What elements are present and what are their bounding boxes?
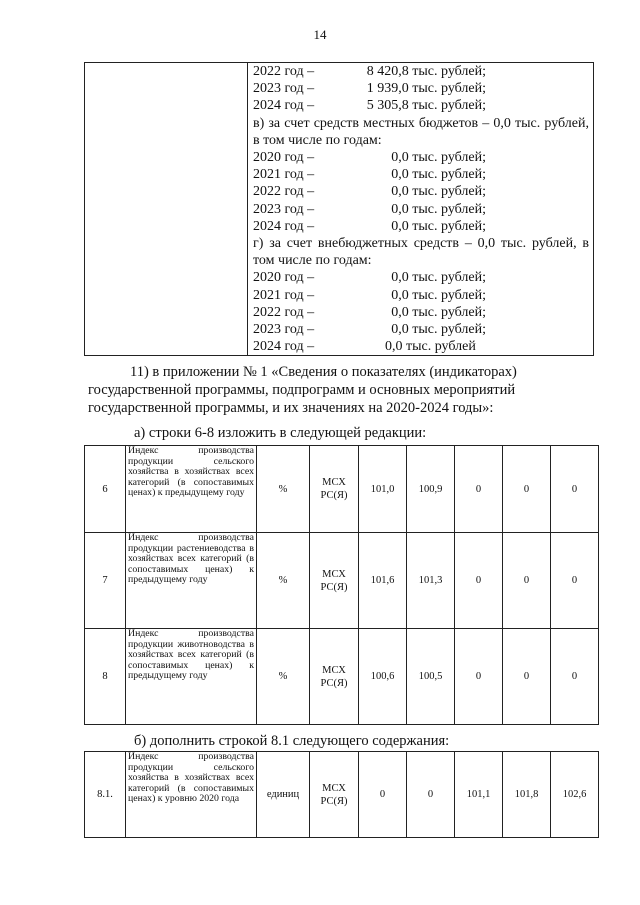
value-2022: 0	[455, 533, 503, 629]
amount: 0,0 тыс. рублей;	[391, 270, 486, 286]
funding-line	[253, 304, 589, 321]
indicator-row-8-1-table	[84, 751, 599, 838]
unit: %	[257, 533, 310, 629]
year: 2023 год –	[253, 81, 315, 97]
year: 2023 год –	[253, 322, 315, 338]
value-2021: 100,9	[407, 446, 455, 533]
amount: 0,0 тыс. рублей	[385, 339, 476, 355]
year: 2021 год –	[253, 287, 315, 303]
funding-line	[253, 166, 589, 183]
amount: 0,0 тыс. рублей;	[391, 304, 486, 320]
amount: 0,0 тыс. рублей;	[391, 218, 486, 234]
table-row	[85, 629, 599, 725]
funding-line	[253, 338, 589, 355]
row-number: 8.1.	[85, 752, 126, 838]
year: 2022 год –	[253, 64, 315, 79]
page-number: 14	[313, 27, 327, 42]
value-2024: 0	[551, 533, 599, 629]
paragraph-a: а) строки 6-8 изложить в следующей редакции:	[134, 425, 427, 441]
funding-line	[253, 183, 589, 200]
year: 2020 год –	[253, 150, 315, 166]
local-budget-heading: в) за счет средств местных бюджетов – 0,0 тыс. рублей, в том числе по годам:	[253, 115, 589, 148]
amount: 8 420,8 тыс. рублей;	[366, 64, 486, 79]
amount: 0,0 тыс. рублей;	[391, 150, 486, 166]
year: 2022 год –	[253, 304, 315, 320]
empty-label-cell	[85, 63, 248, 356]
indicator-rows-table	[84, 445, 599, 725]
funding-line	[253, 287, 589, 304]
paragraph-b: б) дополнить строкой 8.1 следующего содержания:	[134, 733, 450, 749]
amount: 0,0 тыс. рублей;	[391, 167, 486, 183]
unit: %	[257, 629, 310, 725]
year: 2024 год –	[253, 218, 315, 234]
value-2023: 0	[503, 446, 551, 533]
value-2024: 0	[551, 629, 599, 725]
value-2021: 0	[407, 752, 455, 838]
year: 2022 год –	[253, 184, 315, 200]
paragraph-11-line: государственной программы, подпрограмм и основных мероприятий	[88, 382, 516, 398]
value-2020: 100,6	[359, 629, 407, 725]
responsible-org: МСХ РС(Я)	[310, 629, 359, 725]
unit: единиц	[257, 752, 310, 838]
funding-continuation-table	[84, 62, 594, 356]
table-row	[85, 752, 599, 838]
value-2023: 0	[503, 629, 551, 725]
paragraph-11-line: государственной программы, и их значениях на 2020-2024 годы»:	[88, 400, 494, 416]
row-number: 8	[85, 629, 126, 725]
funding-line	[253, 149, 589, 166]
year: 2023 год –	[253, 201, 315, 217]
value-2020: 0	[359, 752, 407, 838]
responsible-org: МСХ РС(Я)	[310, 752, 359, 838]
funding-line	[253, 321, 589, 338]
funding-line	[253, 218, 589, 235]
row-number: 6	[85, 446, 126, 533]
value-2024: 0	[551, 446, 599, 533]
funding-line	[253, 269, 589, 286]
unit: %	[257, 446, 310, 533]
amount: 1 939,0 тыс. рублей;	[366, 81, 486, 97]
year: 2024 год –	[253, 98, 315, 114]
year: 2024 год –	[253, 339, 315, 355]
funding-line	[253, 97, 589, 114]
row-number: 7	[85, 533, 126, 629]
amount: 0,0 тыс. рублей;	[391, 287, 486, 303]
amount: 0,0 тыс. рублей;	[391, 322, 486, 338]
value-2023: 0	[503, 533, 551, 629]
indicator-name: Индекс производства продукции сельского хозяйства в хозяйствах всех категорий (в сопоставимых ценах) к уровню 2020 года	[126, 752, 257, 838]
amount: 0,0 тыс. рублей;	[391, 184, 486, 200]
value-2023: 101,8	[503, 752, 551, 838]
value-2020: 101,0	[359, 446, 407, 533]
table-row	[85, 533, 599, 629]
year: 2020 год –	[253, 270, 315, 286]
value-2021: 100,5	[407, 629, 455, 725]
indicator-name: Индекс производства продукции сельского хозяйства в хозяйствах всех категорий (в сопоставимых ценах) к предыдущему году	[126, 446, 257, 533]
paragraph-11-line: 11) в приложении № 1 «Сведения о показателях (индикаторах)	[130, 364, 517, 380]
value-2022: 0	[455, 629, 503, 725]
funding-text-cell	[248, 63, 594, 356]
value-2022: 101,1	[455, 752, 503, 838]
value-2024: 102,6	[551, 752, 599, 838]
year: 2021 год –	[253, 167, 315, 183]
paragraph-11	[88, 363, 594, 417]
value-2021: 101,3	[407, 533, 455, 629]
value-2022: 0	[455, 446, 503, 533]
funding-line	[253, 201, 589, 218]
indicator-name: Индекс производства продукции растениеводства в хозяйствах всех категорий (в сопоставимых ценах) к предыдущему году	[126, 533, 257, 629]
responsible-org: МСХ РС(Я)	[310, 446, 359, 533]
table-row	[85, 446, 599, 533]
extra-budget-heading: г) за счет внебюджетных средств – 0,0 тыс. рублей, в том числе по годам:	[253, 236, 589, 269]
funding-line	[253, 63, 589, 80]
funding-line	[253, 80, 589, 97]
responsible-org: МСХ РС(Я)	[310, 533, 359, 629]
amount: 0,0 тыс. рублей;	[391, 201, 486, 217]
value-2020: 101,6	[359, 533, 407, 629]
indicator-name: Индекс производства продукции животноводства в хозяйствах всех категорий (в сопоставимых ценах) к предыдущему году	[126, 629, 257, 725]
amount: 5 305,8 тыс. рублей;	[366, 98, 486, 114]
